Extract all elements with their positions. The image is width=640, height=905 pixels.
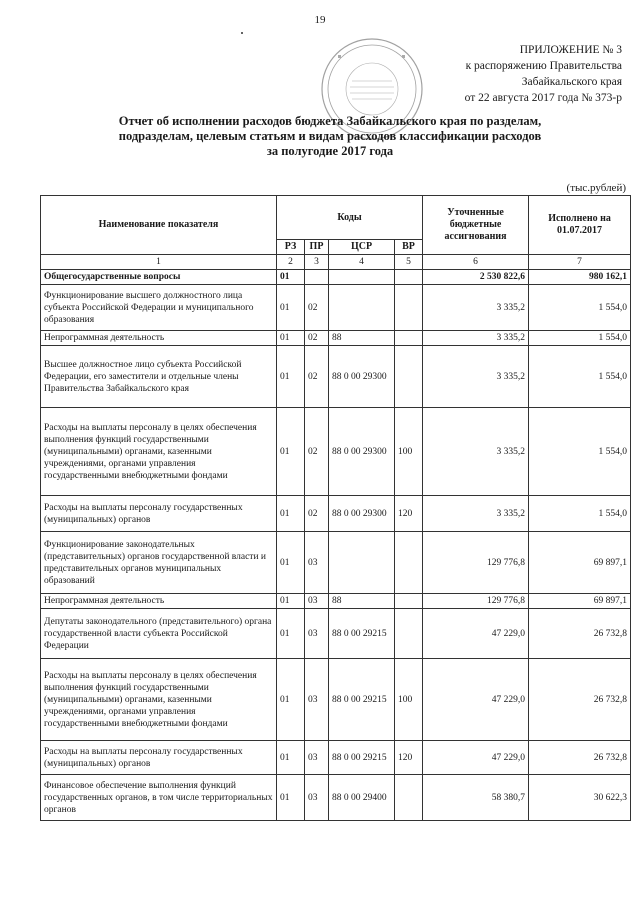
col-number: 3: [305, 255, 329, 270]
table-row: [41, 775, 631, 821]
row-done: 1 554,0: [529, 285, 631, 331]
row-rz: 01: [277, 594, 305, 609]
page-number: 19: [314, 14, 326, 26]
row-vr: [395, 331, 423, 346]
table-row: [41, 594, 631, 609]
col-number: 5: [395, 255, 423, 270]
row-csr: 88 0 00 29215: [329, 659, 395, 741]
row-plan: 129 776,8: [423, 594, 529, 609]
row-name: Расходы на выплаты персоналу в целях обеспечения выполнения функций государственными (муниципальными) органами, казенными учреждениями, органами управления государственными внебюджетными фондами: [41, 408, 277, 496]
row-plan: 2 530 822,6: [423, 270, 529, 285]
appendix-block: [400, 42, 622, 106]
row-vr: [395, 594, 423, 609]
row-csr: 88 0 00 29300: [329, 346, 395, 408]
row-plan: 3 335,2: [423, 285, 529, 331]
table-row: [41, 270, 631, 285]
row-done: 1 554,0: [529, 408, 631, 496]
row-pr: 02: [305, 408, 329, 496]
row-done: 1 554,0: [529, 496, 631, 532]
row-plan: 47 229,0: [423, 741, 529, 775]
table-row: [41, 741, 631, 775]
title-line-2: подразделам, целевым статьям и видам расходов классификации расходов: [118, 129, 542, 143]
appendix-region: Забайкальского края: [521, 76, 622, 88]
row-done: 69 897,1: [529, 532, 631, 594]
row-name: Высшее должностное лицо субъекта Российской Федерации, его заместители и отдельные члены Правительства Забайкальского края: [41, 346, 277, 408]
table-row: [41, 346, 631, 408]
header-csr: ЦСР: [329, 240, 395, 255]
row-rz: 01: [277, 609, 305, 659]
row-pr: 03: [305, 609, 329, 659]
row-pr: 03: [305, 775, 329, 821]
row-vr: 100: [395, 408, 423, 496]
row-plan: 129 776,8: [423, 532, 529, 594]
row-plan: 47 229,0: [423, 659, 529, 741]
row-vr: 120: [395, 741, 423, 775]
row-name: Функционирование законодательных (представительных) органов государственной власти и представительных органов муниципальных образований: [41, 532, 277, 594]
row-csr: [329, 532, 395, 594]
row-rz: 01: [277, 346, 305, 408]
row-plan: 3 335,2: [423, 346, 529, 408]
row-plan: 3 335,2: [423, 331, 529, 346]
row-rz: 01: [277, 659, 305, 741]
header-name: Наименование показателя: [41, 196, 277, 255]
row-csr: 88: [329, 331, 395, 346]
title-line-1: Отчет об исполнении расходов бюджета Забайкальского края по разделам,: [118, 114, 542, 128]
row-done: 26 732,8: [529, 659, 631, 741]
row-done: 69 897,1: [529, 594, 631, 609]
col-number: 1: [41, 255, 277, 270]
table-row: [41, 532, 631, 594]
row-name: Расходы на выплаты персоналу в целях обеспечения выполнения функций государственными (муниципальными) органами, казенными учреждениями, органами управления государственными внебюджетными фондами: [41, 659, 277, 741]
row-rz: 01: [277, 408, 305, 496]
row-csr: 88: [329, 594, 395, 609]
row-pr: 02: [305, 285, 329, 331]
row-rz: 01: [277, 741, 305, 775]
col-number: 7: [529, 255, 631, 270]
row-pr: 02: [305, 346, 329, 408]
row-name: Непрограммная деятельность: [41, 594, 277, 609]
report-title: [60, 114, 600, 159]
row-vr: [395, 609, 423, 659]
budget-table: [40, 195, 631, 821]
table-row: [41, 331, 631, 346]
row-plan: 3 335,2: [423, 408, 529, 496]
row-vr: [395, 532, 423, 594]
row-csr: 88 0 00 29215: [329, 741, 395, 775]
table-row: [41, 659, 631, 741]
header-vr: ВР: [395, 240, 423, 255]
row-vr: [395, 346, 423, 408]
row-vr: 100: [395, 659, 423, 741]
row-name: Расходы на выплаты персоналу государственных (муниципальных) органов: [41, 496, 277, 532]
row-name: Финансовое обеспечение выполнения функций государственных органов, в том числе территориальных органов: [41, 775, 277, 821]
table-row: [41, 496, 631, 532]
table-row: [41, 609, 631, 659]
header-done: Исполнено на 01.07.2017: [529, 196, 631, 255]
header-plan: Уточненные бюджетные ассигнования: [423, 196, 529, 255]
row-rz: 01: [277, 270, 305, 285]
row-pr: 02: [305, 496, 329, 532]
row-csr: [329, 285, 395, 331]
row-rz: 01: [277, 331, 305, 346]
row-rz: 01: [277, 532, 305, 594]
row-vr: [395, 270, 423, 285]
row-name: Депутаты законодательного (представительного) органа государственной власти субъекта Российской Федерации: [41, 609, 277, 659]
appendix-number: ПРИЛОЖЕНИЕ № 3: [519, 44, 622, 56]
appendix-order: к распоряжению Правительства: [465, 60, 622, 72]
row-pr: 02: [305, 331, 329, 346]
table-row: [41, 285, 631, 331]
units-label: (тыс.рублей): [566, 182, 626, 194]
row-csr: 88 0 00 29300: [329, 496, 395, 532]
row-vr: [395, 285, 423, 331]
row-name: Функционирование высшего должностного лица субъекта Российской Федерации и муниципального образования: [41, 285, 277, 331]
row-pr: [305, 270, 329, 285]
row-pr: 03: [305, 741, 329, 775]
row-csr: [329, 270, 395, 285]
row-rz: 01: [277, 285, 305, 331]
header-codes: Коды: [277, 196, 423, 240]
column-number-row: [41, 255, 631, 270]
speck-mark: [241, 32, 243, 34]
row-csr: 88 0 00 29300: [329, 408, 395, 496]
appendix-date: от 22 августа 2017 года № 373-р: [464, 92, 622, 104]
row-done: 980 162,1: [529, 270, 631, 285]
row-done: 26 732,8: [529, 609, 631, 659]
col-number: 6: [423, 255, 529, 270]
row-rz: 01: [277, 496, 305, 532]
row-done: 1 554,0: [529, 346, 631, 408]
row-pr: 03: [305, 532, 329, 594]
table-row: [41, 408, 631, 496]
row-csr: 88 0 00 29215: [329, 609, 395, 659]
row-name: Общегосударственные вопросы: [41, 270, 277, 285]
row-csr: 88 0 00 29400: [329, 775, 395, 821]
row-name: Непрограммная деятельность: [41, 331, 277, 346]
row-done: 1 554,0: [529, 331, 631, 346]
row-vr: 120: [395, 496, 423, 532]
row-pr: 03: [305, 594, 329, 609]
row-plan: 3 335,2: [423, 496, 529, 532]
header-pr: ПР: [305, 240, 329, 255]
col-number: 2: [277, 255, 305, 270]
row-name: Расходы на выплаты персоналу государственных (муниципальных) органов: [41, 741, 277, 775]
row-vr: [395, 775, 423, 821]
row-plan: 58 380,7: [423, 775, 529, 821]
row-rz: 01: [277, 775, 305, 821]
col-number: 4: [329, 255, 395, 270]
header-rz: РЗ: [277, 240, 305, 255]
row-plan: 47 229,0: [423, 609, 529, 659]
row-done: 26 732,8: [529, 741, 631, 775]
row-pr: 03: [305, 659, 329, 741]
row-done: 30 622,3: [529, 775, 631, 821]
title-line-3: за полугодие 2017 года: [266, 144, 394, 158]
